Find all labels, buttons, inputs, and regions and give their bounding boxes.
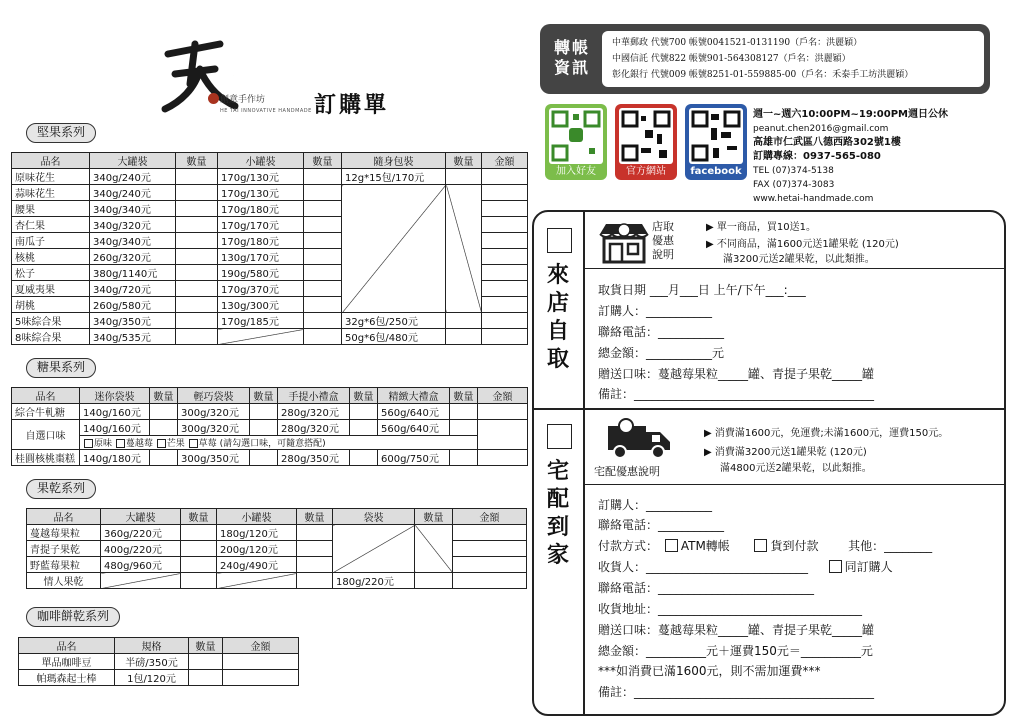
amount-cell[interactable]: [482, 169, 528, 185]
col-header: 數量: [176, 153, 218, 169]
address: 高雄市仁武區八德西路302號1樓: [753, 137, 901, 148]
gift-flavor-field[interactable]: 贈送口味：蔓越莓果粒_____罐、青提子果乾_____罐: [598, 367, 875, 381]
qty-cell[interactable]: [304, 185, 342, 201]
transfer-info: [540, 24, 990, 94]
price-cell: 170g/170元: [218, 217, 304, 233]
price-cell: 170g/180元: [218, 233, 304, 249]
price-cell: 260g/320元: [90, 249, 176, 265]
amount-cell[interactable]: [482, 281, 528, 297]
col-header: 數量: [250, 388, 278, 404]
payment-label: 付款方式：: [598, 539, 659, 553]
section-dried-fruit: 果乾系列: [26, 479, 96, 499]
table-row: [19, 670, 299, 686]
amount-cell[interactable]: [482, 329, 528, 345]
qr-facebook-label: facebook: [690, 166, 742, 177]
col-header: 大罐裝: [90, 153, 176, 169]
price-cell: 340g/240元: [90, 169, 176, 185]
dried-table: [26, 508, 527, 589]
flavor-options: [80, 436, 478, 450]
qty-cell[interactable]: [350, 450, 378, 466]
col-header: 隨身包裝: [342, 153, 446, 169]
na-cell: [415, 525, 453, 573]
table-row: [12, 404, 528, 420]
qty-cell[interactable]: [189, 670, 223, 686]
telephone: TEL (07)374-5138: [753, 166, 834, 176]
store-promo-line: 滿3200元送2罐果乾，以此類推。: [723, 254, 875, 265]
qty-cell[interactable]: [181, 541, 217, 557]
amount-cell[interactable]: [453, 573, 527, 589]
qty-cell[interactable]: [176, 233, 218, 249]
qty-cell[interactable]: [176, 249, 218, 265]
col-header: 輕巧袋裝: [178, 388, 250, 404]
qty-cell[interactable]: [297, 557, 333, 573]
na-cell: [446, 185, 482, 313]
qty-cell[interactable]: [181, 525, 217, 541]
price-cell: 380g/1140元: [90, 265, 176, 281]
price-cell: 400g/220元: [101, 541, 181, 557]
section-divider: [583, 268, 1006, 269]
flavor-option-label: 草莓: [198, 439, 217, 449]
price-cell: 半磅/350元: [115, 654, 189, 670]
qr-line-label: 加入好友: [556, 166, 596, 177]
col-header: 精緻大禮盒: [378, 388, 450, 404]
qty-cell: [181, 573, 217, 589]
price-cell: 240g/490元: [217, 557, 297, 573]
table-row: [27, 525, 527, 541]
product-name: 青提子果乾: [27, 541, 101, 557]
product-name: 原味花生: [12, 169, 90, 185]
qty-cell[interactable]: [304, 297, 342, 313]
nuts-table: [11, 152, 528, 345]
total-field[interactable]: 總金額：___________元: [598, 346, 725, 360]
qr-code-icon: [619, 108, 673, 164]
business-hours: 週一~週六10:00PM~19:00PM週日公休: [753, 109, 948, 120]
orderer-field[interactable]: 訂購人：___________: [598, 498, 713, 512]
col-header: 金額: [478, 388, 528, 404]
panel-divider: [583, 210, 585, 716]
col-header: 數量: [304, 153, 342, 169]
qr-line[interactable]: [545, 104, 607, 180]
price-cell: 180g/220元: [333, 573, 415, 589]
qty-cell[interactable]: [450, 450, 478, 466]
page-title: 訂購單: [314, 93, 390, 118]
col-header: 小罐裝: [217, 509, 297, 525]
qty-cell[interactable]: [250, 420, 278, 436]
table-row: [12, 329, 528, 345]
col-header: 金額: [223, 638, 299, 654]
store-promo-title-line: 店取: [652, 220, 674, 233]
amount-cell[interactable]: [482, 201, 528, 217]
product-name: 綜合牛軋糖: [12, 404, 80, 420]
flavor-checkbox[interactable]: [116, 439, 125, 448]
col-header: 品名: [12, 153, 90, 169]
delivery-promo-line: ▶ 消費滿3200元送1罐果乾 (120元): [704, 447, 867, 458]
amount-cell[interactable]: [223, 654, 299, 670]
qty-cell[interactable]: [304, 201, 342, 217]
product-name: 單品咖啡豆: [19, 654, 115, 670]
qty-cell[interactable]: [250, 450, 278, 466]
qty-cell[interactable]: [446, 313, 482, 329]
price-cell: 360g/220元: [101, 525, 181, 541]
phone-field[interactable]: 聯絡電話：___________: [598, 518, 725, 532]
qty-cell[interactable]: [304, 249, 342, 265]
price-cell: 280g/320元: [278, 420, 350, 436]
table-row: [12, 420, 528, 436]
same-as-orderer-label: 同訂購人: [844, 560, 893, 574]
qty-cell[interactable]: [176, 169, 218, 185]
product-name: 桂圓核桃棗糕: [12, 450, 80, 466]
amount-cell[interactable]: [478, 450, 528, 466]
product-name: 腰果: [12, 201, 90, 217]
price-cell: 140g/160元: [80, 404, 150, 420]
price-cell: 340g/340元: [90, 201, 176, 217]
note-field[interactable]: 備註：________________________________________: [598, 685, 875, 699]
qty-cell[interactable]: [176, 185, 218, 201]
qty-cell[interactable]: [304, 217, 342, 233]
price-cell: 140g/180元: [80, 450, 150, 466]
address-field[interactable]: 收貨地址：__________________________________: [598, 602, 863, 616]
section-divider: [583, 484, 1006, 485]
store-pickup-title: 來店自取: [546, 263, 569, 372]
product-name: 杏仁果: [12, 217, 90, 233]
other-payment-field[interactable]: 其他：________: [848, 539, 933, 553]
price-cell: 300g/320元: [178, 404, 250, 420]
qty-cell[interactable]: [176, 297, 218, 313]
qty-cell[interactable]: [189, 654, 223, 670]
qty-cell[interactable]: [297, 541, 333, 557]
receiver-field: [598, 558, 893, 575]
qty-cell[interactable]: [297, 525, 333, 541]
price-cell: 32g*6包/250元: [342, 313, 446, 329]
flavor-row: [12, 436, 528, 450]
cod-label: 貨到付款: [770, 539, 819, 553]
note-field[interactable]: 備註：________________________________________: [598, 387, 875, 401]
col-header: 數量: [446, 153, 482, 169]
col-header: 數量: [181, 509, 217, 525]
na-cell: [333, 525, 415, 573]
product-name: 松子: [12, 265, 90, 281]
coffee-header-row: [19, 638, 299, 654]
price-cell: 140g/160元: [80, 420, 150, 436]
price-cell: 600g/750元: [378, 450, 450, 466]
price-cell: 340g/535元: [90, 329, 176, 345]
coffee-table: [18, 637, 299, 686]
amount-cell[interactable]: [453, 525, 527, 541]
amount-cell[interactable]: [482, 217, 528, 233]
store-promo-line: ▶ 不同商品，滿1600元送1罐果乾 (120元): [706, 239, 899, 250]
price-cell: 170g/185元: [218, 313, 304, 329]
price-cell: 180g/120元: [217, 525, 297, 541]
qty-cell[interactable]: [176, 281, 218, 297]
flavor-checkbox[interactable]: [84, 439, 93, 448]
col-header: 袋裝: [333, 509, 415, 525]
product-name: 5味綜合果: [12, 313, 90, 329]
store-promo-title-line: 優惠: [652, 234, 674, 247]
flavor-option-label: 芒果: [166, 439, 185, 449]
price-cell: 12g*15包/170元: [342, 169, 446, 185]
price-cell: 340g/240元: [90, 185, 176, 201]
amount-cell[interactable]: [478, 404, 528, 420]
brand-badge-icon: [208, 93, 219, 104]
total-field[interactable]: 總金額：__________元＋運費150元＝__________元: [598, 644, 873, 658]
qty-cell[interactable]: [176, 265, 218, 281]
transfer-line: 彰化銀行 代號009 帳號8251-01-559885-00（戶名：禾泰手工坊洪麗穎）: [612, 70, 914, 80]
col-header: 品名: [12, 388, 80, 404]
brand-name: 創意手作坊: [220, 95, 266, 105]
gift-flavor-field[interactable]: 贈送口味：蔓越莓果粒_____罐、青提子果乾_____罐: [598, 623, 875, 637]
phone-field[interactable]: 聯絡電話：___________: [598, 325, 725, 339]
qr-code-icon: [549, 108, 603, 164]
delivery-checkbox[interactable]: [547, 424, 572, 449]
qty-cell[interactable]: [176, 201, 218, 217]
col-header: 規格: [115, 638, 189, 654]
pickup-date-field[interactable]: 取貨日期 ___月___日 上午/下午___:___: [598, 283, 806, 297]
cod-checkbox[interactable]: [754, 539, 767, 552]
qty-cell[interactable]: [150, 420, 178, 436]
amount-cell[interactable]: [482, 249, 528, 265]
receiver-input[interactable]: 收貨人：___________________________: [598, 560, 809, 574]
table-row: [27, 573, 527, 589]
price-cell: 340g/340元: [90, 233, 176, 249]
qty-cell[interactable]: [250, 404, 278, 420]
qty-cell[interactable]: [446, 169, 482, 185]
price-cell: 50g*6包/480元: [342, 329, 446, 345]
amount-cell[interactable]: [482, 265, 528, 281]
flavor-option-label: 原味: [94, 439, 113, 449]
product-name: 蒜味花生: [12, 185, 90, 201]
payment-method: [598, 537, 932, 554]
price-cell: 170g/180元: [218, 201, 304, 217]
col-header: 手提小禮盒: [278, 388, 350, 404]
col-header: 小罐裝: [218, 153, 304, 169]
col-header: 數量: [450, 388, 478, 404]
amount-cell[interactable]: [453, 541, 527, 557]
qty-cell[interactable]: [450, 420, 478, 436]
qty-cell[interactable]: [446, 329, 482, 345]
amount-cell[interactable]: [482, 297, 528, 313]
candy-header-row: [12, 388, 528, 404]
col-header: 大罐裝: [101, 509, 181, 525]
transfer-line: 中華郵政 代號700 帳號0041521-0131190（戶名：洪麗穎）: [612, 38, 863, 48]
dried-header-row: [27, 509, 527, 525]
price-cell: 560g/640元: [378, 420, 450, 436]
qty-cell[interactable]: [304, 281, 342, 297]
product-name: 帕瑪森起士棒: [19, 670, 115, 686]
same-as-orderer-checkbox[interactable]: [829, 560, 842, 573]
product-name: 胡桃: [12, 297, 90, 313]
section-nuts: 堅果系列: [26, 123, 96, 143]
website: www.hetai-handmade.com: [753, 194, 874, 204]
table-row: [19, 654, 299, 670]
price-cell: 340g/720元: [90, 281, 176, 297]
col-header: 迷你袋裝: [80, 388, 150, 404]
qty-cell[interactable]: [450, 404, 478, 420]
candy-table: [11, 387, 528, 466]
store-icon: [596, 220, 652, 264]
logo: [150, 14, 420, 124]
product-name: 野藍莓果粒: [27, 557, 101, 573]
price-cell: 280g/350元: [278, 450, 350, 466]
delivery-truck-icon: [606, 418, 676, 460]
fax: FAX (07)374-3083: [753, 180, 835, 190]
col-header: 金額: [453, 509, 527, 525]
contact-info: [753, 108, 948, 206]
product-name: 8味綜合果: [12, 329, 90, 345]
col-header: 數量: [189, 638, 223, 654]
amount-cell[interactable]: [453, 557, 527, 573]
delivery-promo-line: 滿4800元送2罐果乾，以此類推。: [720, 463, 872, 474]
col-header: 品名: [19, 638, 115, 654]
qr-website[interactable]: [615, 104, 677, 180]
product-name: 蔓越莓果粒: [27, 525, 101, 541]
qr-code-icon: [689, 108, 743, 164]
col-header: 數量: [150, 388, 178, 404]
qty-cell[interactable]: [176, 217, 218, 233]
email: peanut.chen2016@gmail.com: [753, 124, 889, 134]
price-cell: 480g/960元: [101, 557, 181, 573]
na-cell: [342, 185, 446, 313]
qty-cell[interactable]: [304, 169, 342, 185]
qr-facebook[interactable]: [685, 104, 747, 180]
shipping-rule: ***如消費已滿1600元，則不需加運費***: [598, 664, 821, 678]
flavor-note: (請勾選口味，可隨意搭配): [219, 439, 326, 449]
product-name: 情人果乾: [27, 573, 101, 589]
table-row: [12, 313, 528, 329]
price-cell: 130g/170元: [218, 249, 304, 265]
price-cell: 300g/320元: [178, 420, 250, 436]
brand-subtitle: HE TAI INNOVATIVE HANDMADE: [220, 108, 312, 114]
price-cell: 170g/130元: [218, 185, 304, 201]
qty-cell: [304, 329, 342, 345]
qty-cell[interactable]: [304, 233, 342, 249]
receiver-phone-field[interactable]: 聯絡電話：__________________________: [598, 581, 815, 595]
amount-cell[interactable]: [223, 670, 299, 686]
flavor-option-label: 蔓越莓: [125, 439, 153, 449]
price-cell: 200g/120元: [217, 541, 297, 557]
product-name: 核桃: [12, 249, 90, 265]
store-promo-title-line: 說明: [652, 248, 674, 261]
price-cell: 340g/320元: [90, 217, 176, 233]
atm-label: ATM轉帳: [680, 539, 730, 553]
transfer-label: 轉帳資訊: [553, 38, 590, 77]
col-header: 數量: [415, 509, 453, 525]
nuts-header-row: [12, 153, 528, 169]
qty-cell[interactable]: [150, 450, 178, 466]
amount-cell[interactable]: [482, 185, 528, 201]
amount-cell[interactable]: [482, 313, 528, 329]
qty-cell[interactable]: [304, 313, 342, 329]
flavor-checkbox[interactable]: [189, 439, 198, 448]
qty-cell[interactable]: [350, 404, 378, 420]
delivery-promo-line: ▶ 消費滿1600元，免運費;未滿1600元，運費150元。: [704, 428, 949, 439]
store-promo-title: [652, 220, 674, 262]
price-cell: 280g/320元: [278, 404, 350, 420]
table-row: [12, 169, 528, 185]
delivery-title: 宅配到家: [546, 459, 569, 568]
delivery-promo-title: 宅配優惠說明: [594, 465, 660, 478]
atm-checkbox[interactable]: [665, 539, 678, 552]
price-cell: 300g/350元: [178, 450, 250, 466]
price-cell: 190g/580元: [218, 265, 304, 281]
qty-cell[interactable]: [350, 420, 378, 436]
price-cell: 1包/120元: [115, 670, 189, 686]
amount-cell[interactable]: [478, 420, 528, 450]
store-pickup-checkbox[interactable]: [547, 228, 572, 253]
transfer-line: 中國信託 代號822 帳號901-564308127（戶名：洪麗穎）: [612, 54, 851, 64]
panel-divider: [532, 408, 1006, 410]
store-promo-line: ▶ 單一商品，買10送1。: [706, 222, 816, 233]
col-header: 品名: [27, 509, 101, 525]
na-cell: [217, 573, 297, 589]
qty-cell[interactable]: [181, 557, 217, 573]
col-header: 數量: [297, 509, 333, 525]
qty-cell[interactable]: [176, 329, 218, 345]
col-header: 數量: [350, 388, 378, 404]
flavor-checkbox[interactable]: [157, 439, 166, 448]
transfer-accounts: [602, 31, 984, 87]
na-cell: [101, 573, 181, 589]
qty-cell: [297, 573, 333, 589]
qr-website-label: 官方網站: [626, 166, 666, 177]
qty-cell[interactable]: [304, 265, 342, 281]
price-cell: 260g/580元: [90, 297, 176, 313]
amount-cell[interactable]: [482, 233, 528, 249]
price-cell: 130g/300元: [218, 297, 304, 313]
price-cell: 170g/370元: [218, 281, 304, 297]
product-name: 南瓜子: [12, 233, 90, 249]
price-cell: 170g/130元: [218, 169, 304, 185]
price-cell: 560g/640元: [378, 404, 450, 420]
col-header: 金額: [482, 153, 528, 169]
price-cell: 340g/350元: [90, 313, 176, 329]
hotline: 訂購專線：0937-565-080: [753, 151, 881, 162]
table-row: [12, 185, 528, 201]
table-row: [12, 450, 528, 466]
qty-cell[interactable]: [176, 313, 218, 329]
orderer-field[interactable]: 訂購人：___________: [598, 304, 713, 318]
qty-cell[interactable]: [150, 404, 178, 420]
product-name: 夏威夷果: [12, 281, 90, 297]
na-cell: [218, 329, 304, 345]
qty-cell[interactable]: [415, 573, 453, 589]
section-coffee: 咖啡餅乾系列: [26, 607, 120, 627]
section-candy: 糖果系列: [26, 358, 96, 378]
product-name: 自選口味: [12, 420, 80, 450]
